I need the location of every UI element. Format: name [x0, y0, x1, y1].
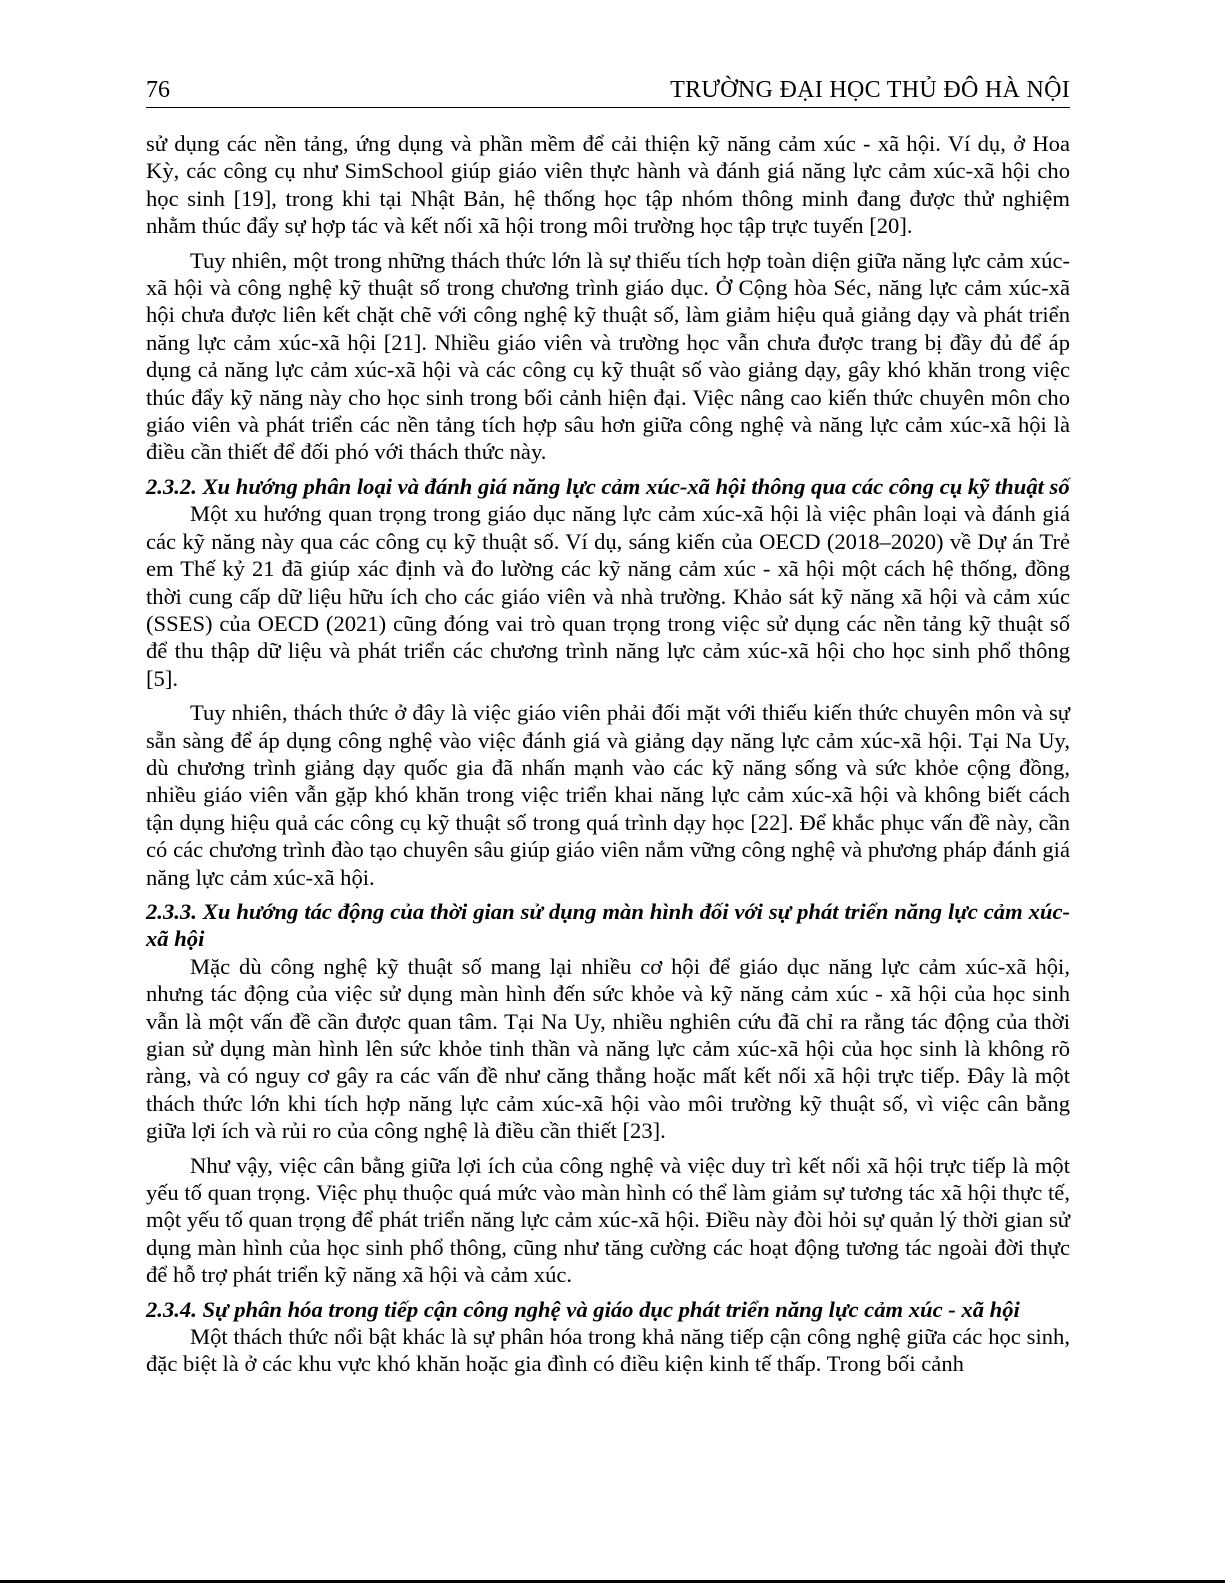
- running-header: [146, 76, 1070, 108]
- paragraph-continuation: sử dụng các nền tảng, ứng dụng và phần mềm để cải thiện kỹ năng cảm xúc - xã hội. Ví dụ, ở Hoa Kỳ, các công cụ như SimSchool giúp giáo viên thực hành và đánh giá năng lực cảm xúc-xã hội cho học sinh [19], trong khi tại Nhật Bản, hệ thống học tập nhóm thông minh đang được thử nghiệm nhằm thúc đẩy sự hợp tác và kết nối xã hội trong môi trường học tập trực tuyến [20].: [146, 131, 1070, 239]
- paragraph-access-gap: Một thách thức nổi bật khác là sự phân hóa trong khả năng tiếp cận công nghệ giữa các học sinh, đặc biệt là ở các khu vực khó khăn hoặc gia đình có điều kiện kinh tế thấp. Trong bối cảnh: [146, 1324, 1070, 1377]
- section-heading-2-3-2: 2.3.2. Xu hướng phân loại và đánh giá năng lực cảm xúc-xã hội thông qua các công cụ kỹ thuật số: [146, 473, 1070, 499]
- paragraph-classification-trend: Một xu hướng quan trọng trong giáo dục năng lực cảm xúc-xã hội là việc phân loại và đánh giá các kỹ năng này qua các công cụ kỹ thuật số. Ví dụ, sáng kiến của OECD (2018–2020) về Dự án Trẻ em Thế kỷ 21 đã giúp xác định và đo lường các kỹ năng cảm xúc - xã hội một cách hệ thống, đồng thời cung cấp dữ liệu hữu ích cho các giáo viên và nhà trường. Khảo sát kỹ năng xã hội và cảm xúc (SSES) của OECD (2021) cũng đóng vai trò quan trọng trong việc sử dụng các nền tảng kỹ thuật số để thu thập dữ liệu và phát triển các chương trình năng lực cảm xúc-xã hội cho học sinh phổ thông [5].: [146, 501, 1070, 691]
- paragraph-teacher-readiness: Tuy nhiên, thách thức ở đây là việc giáo viên phải đối mặt với thiếu kiến thức chuyên môn và sự sẵn sàng để áp dụng công nghệ vào việc đánh giá và giảng dạy năng lực cảm xúc-xã hội. Tại Na Uy, dù chương trình giảng dạy quốc gia đã nhấn mạnh vào các kỹ năng sống và sức khỏe cộng đồng, nhiều giáo viên vẫn gặp khó khăn trong việc triển khai năng lực cảm xúc-xã hội và không biết cách tận dụng hiệu quả các công cụ kỹ thuật số trong quá trình dạy học [22]. Để khắc phục vấn đề này, cần có các chương trình đào tạo chuyên sâu giúp giáo viên nắm vững công nghệ và phương pháp đánh giá năng lực cảm xúc-xã hội.: [146, 700, 1070, 890]
- paragraph-balance: Như vậy, việc cân bằng giữa lợi ích của công nghệ và việc duy trì kết nối xã hội trực tiếp là một yếu tố quan trọng. Việc phụ thuộc quá mức vào màn hình có thể làm giảm sự tương tác xã hội thực tế, một yếu tố quan trọng để phát triển năng lực cảm xúc-xã hội. Điều này đòi hỏi sự quản lý thời gian sử dụng màn hình của học sinh phổ thông, cũng như tăng cường các hoạt động tương tác ngoài đời thực để hỗ trợ phát triển kỹ năng xã hội và cảm xúc.: [146, 1152, 1070, 1288]
- paragraph-integration-challenge: Tuy nhiên, một trong những thách thức lớn là sự thiếu tích hợp toàn diện giữa năng lực cảm xúc-xã hội và công nghệ kỹ thuật số trong chương trình giáo dục. Ở Cộng hòa Séc, năng lực cảm xúc-xã hội chưa được liên kết chặt chẽ với công nghệ kỹ thuật số, làm giảm hiệu quả giảng dạy và phát triển năng lực cảm xúc-xã hội [21]. Nhiều giáo viên và trường học vẫn chưa được trang bị đầy đủ để áp dụng cả năng lực cảm xúc-xã hội và các công cụ kỹ thuật số vào giảng dạy, gây khó khăn trong việc thúc đẩy kỹ năng này cho học sinh trong bối cảnh hiện đại. Việc nâng cao kiến thức chuyên môn cho giáo viên và phát triển các nền tảng tích hợp sâu hơn giữa công nghệ và năng lực cảm xúc-xã hội là điều cần thiết để đối phó với thách thức này.: [146, 247, 1070, 465]
- section-heading-2-3-3: 2.3.3. Xu hướng tác động của thời gian sử dụng màn hình đối với sự phát triển năng lực cảm xúc-xã hội: [146, 898, 1070, 952]
- bottom-border-line: [0, 1580, 1225, 1583]
- document-page: [146, 76, 1070, 1385]
- page-number: 76: [146, 77, 170, 103]
- section-heading-2-3-4: 2.3.4. Sự phân hóa trong tiếp cận công nghệ và giáo dục phát triển năng lực cảm xúc - xã hội: [146, 1296, 1020, 1322]
- paragraph-screen-time-impact: Mặc dù công nghệ kỹ thuật số mang lại nhiều cơ hội để giáo dục năng lực cảm xúc-xã hội, nhưng tác động của việc sử dụng màn hình đến sức khỏe và kỹ năng cảm xúc - xã hội của học sinh vẫn là một vấn đề cần được quan tâm. Tại Na Uy, nhiều nghiên cứu đã chỉ ra rằng tác động của thời gian sử dụng màn hình lên sức khỏe tinh thần và năng lực cảm xúc-xã hội của học sinh là không rõ ràng, và có nguy cơ gây ra các vấn đề như căng thẳng hoặc mất kết nối xã hội trực tiếp. Đây là một thách thức lớn khi tích hợp năng lực cảm xúc-xã hội vào môi trường kỹ thuật số, vì việc cân bằng giữa lợi ích và rủi ro của công nghệ là điều cần thiết [23].: [146, 953, 1070, 1144]
- journal-title: TRƯỜNG ĐẠI HỌC THỦ ĐÔ HÀ NỘI: [670, 77, 1070, 103]
